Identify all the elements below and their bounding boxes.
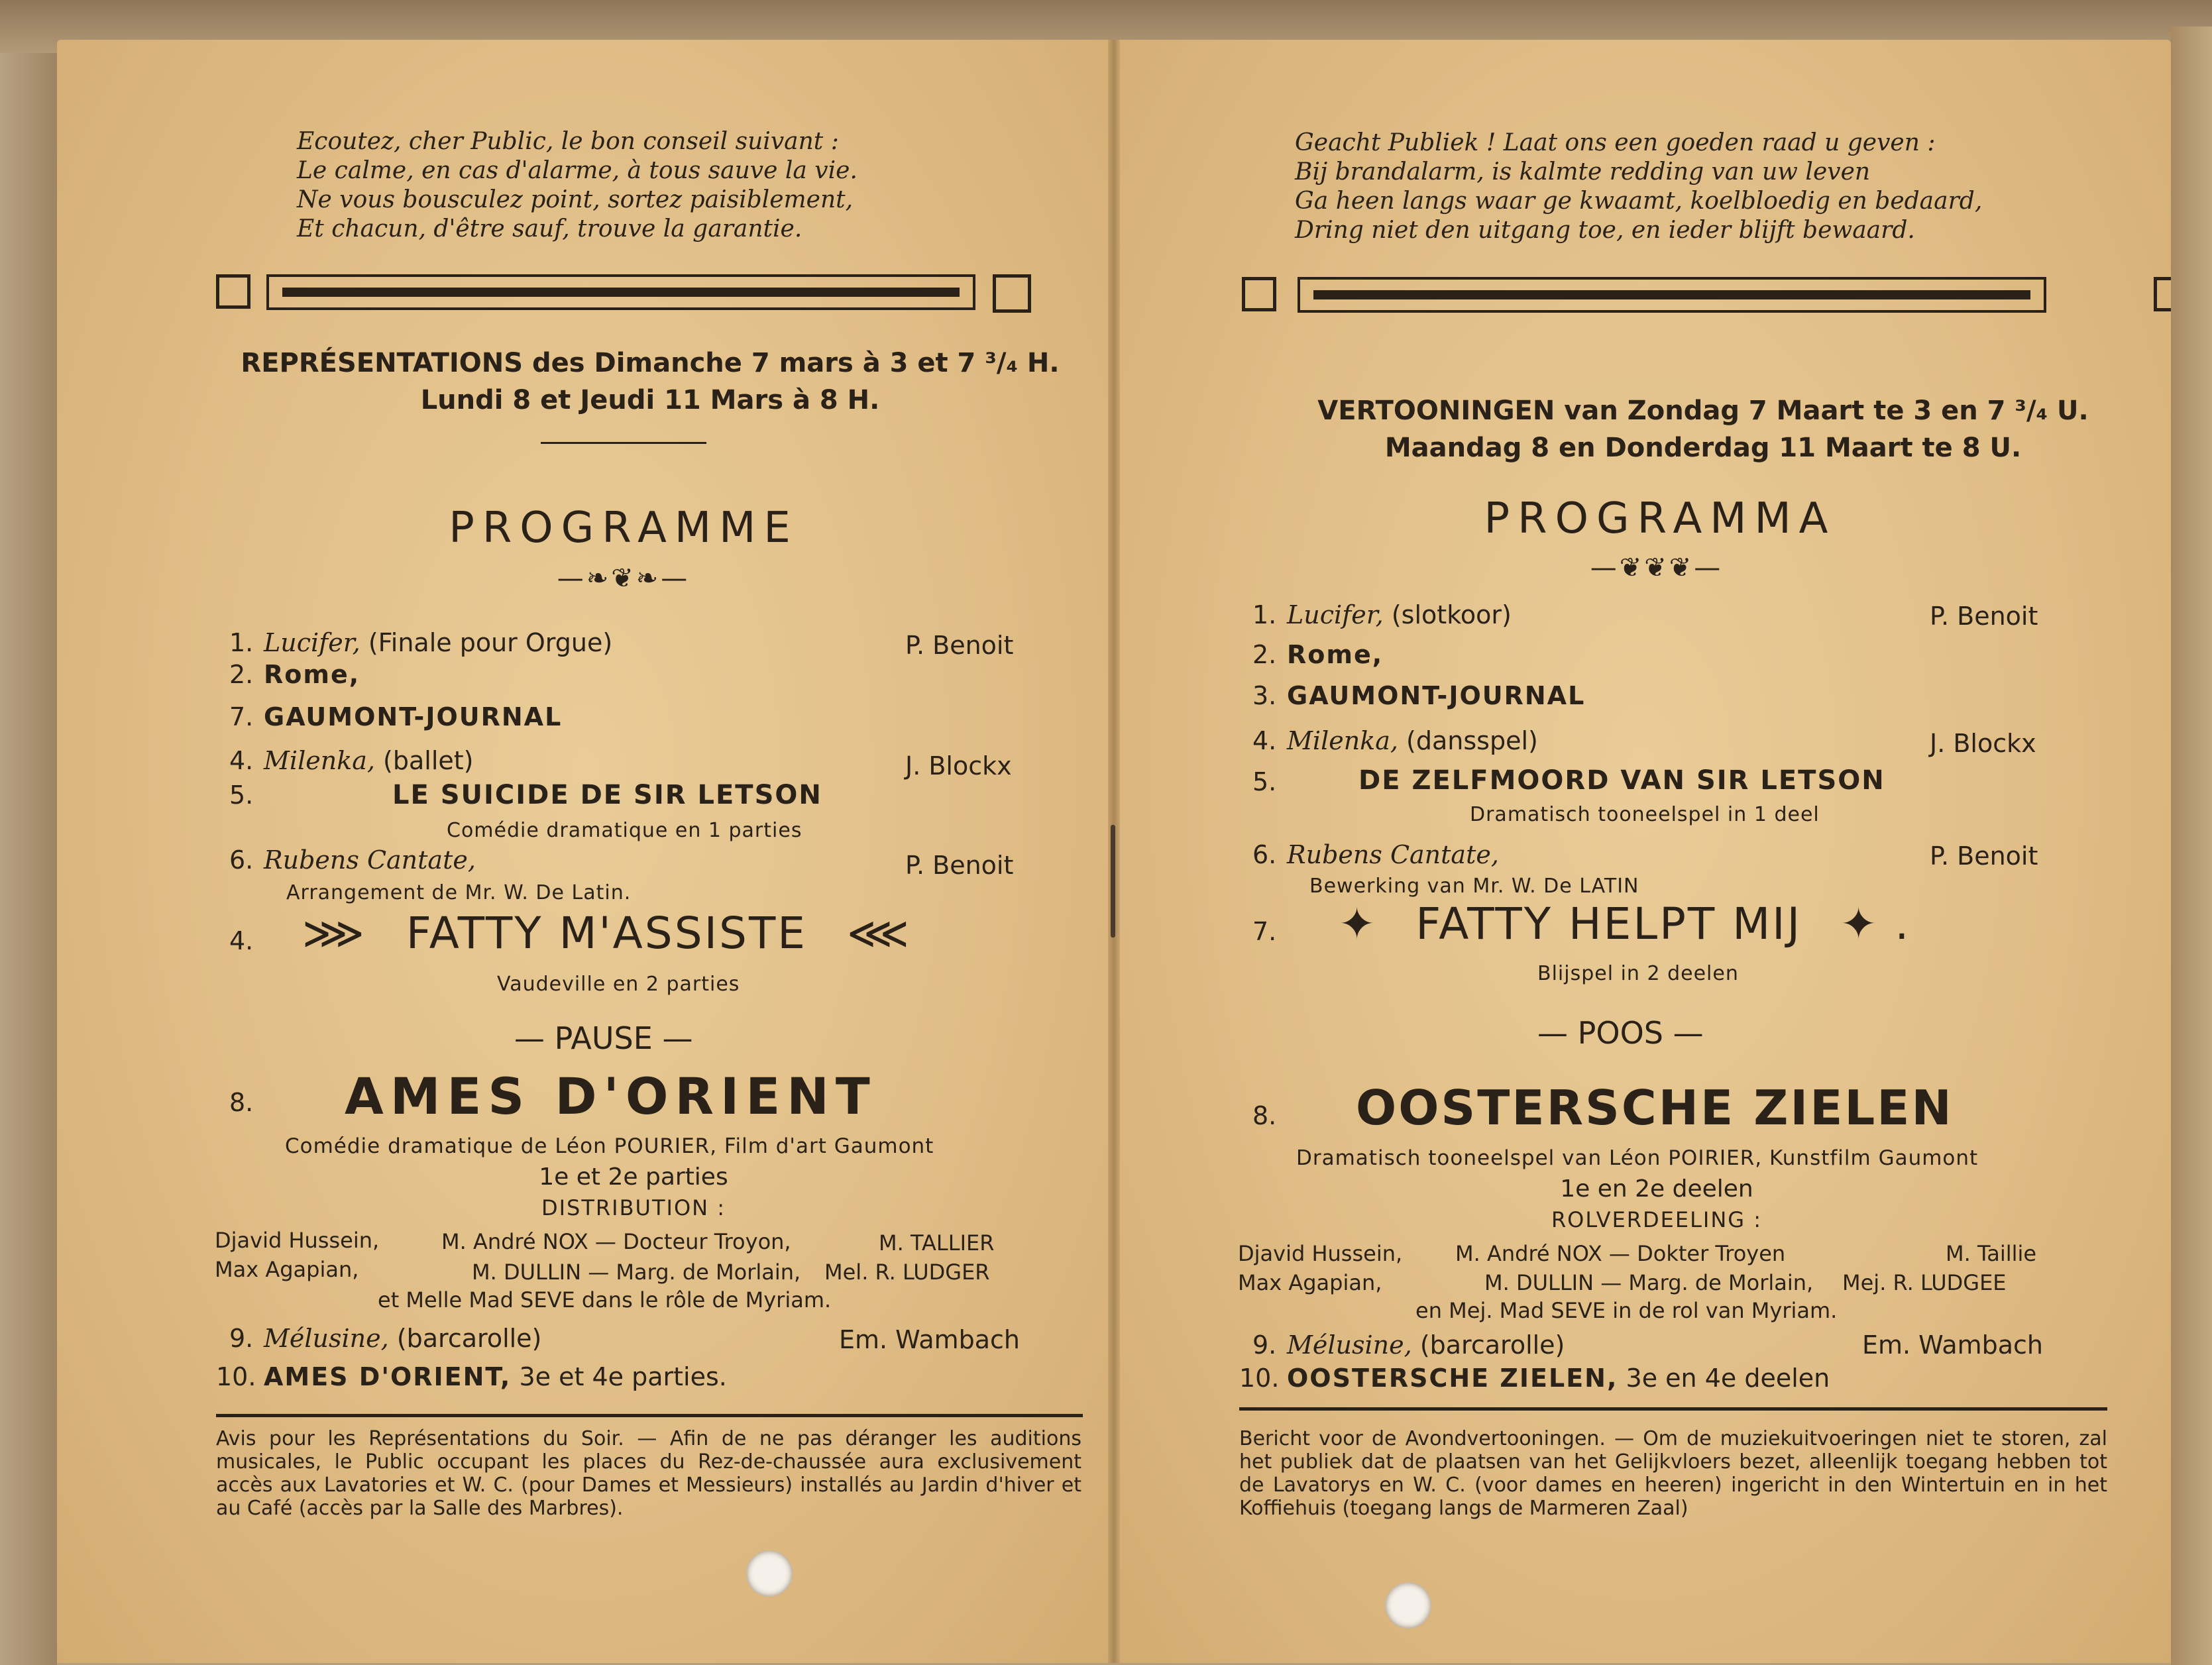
bar-ornament <box>266 274 975 310</box>
cast-last-line: en Mej. Mad SEVE in de rol van Myriam. <box>1415 1298 1838 1323</box>
item-number: 6. <box>1252 840 1277 869</box>
item-number: 5. <box>1252 767 1277 796</box>
main-number: 8. <box>229 1088 254 1117</box>
header-line: REPRÉSENTATIONS des Dimanche 7 mars à 3 et 7 ³/₄ H. <box>241 348 1060 378</box>
item-title: GAUMONT-JOURNAL <box>264 702 563 731</box>
poem-line: Ecoutez, cher Public, le bon conseil suivant : <box>297 128 839 155</box>
main-parts: 1e en 2e deelen <box>1560 1175 1753 1203</box>
item-title: Mélusine, <box>264 1324 389 1353</box>
poem-line: Geacht Publiek ! Laat ons een goeden raad u geven : <box>1295 129 1936 156</box>
item-number: 2. <box>1252 640 1277 669</box>
notice-text: Bericht voor de Avondvertooningen. — Om de muziekuitvoeringen niet te storen, zal het publiek dat de plaatsen van het Gelijkvloers bezet, alleenlijk toegang hebben tot de Lavatorys en W. C. (voor dames en heeren) ingericht in den Wintertuin en in het Koffiehuis (toegang langs de Marmeren Zaal) <box>1239 1427 2107 1520</box>
item-extra: (ballet) <box>383 746 474 775</box>
item-number: 5. <box>229 780 254 810</box>
item-number: 7. <box>229 702 254 731</box>
bar-ornament <box>1298 277 2046 313</box>
header-line: VERTOONINGEN van Zondag 7 Maart te 3 en 7 ³/₄ U. <box>1317 396 2089 426</box>
notice-divider <box>216 1414 1083 1417</box>
item-title: Rubens Cantate, <box>264 845 476 875</box>
item-number: 1. <box>1252 600 1277 629</box>
cast-actor: Mel. R. LUDGER <box>824 1260 990 1285</box>
pause-label: — POOS — <box>1537 1015 1704 1051</box>
poem-line: Et chacun, d'être sauf, trouve la garantie. <box>297 215 802 242</box>
distribution-label: DISTRIBUTION : <box>541 1195 726 1220</box>
program-item-5 <box>229 779 264 811</box>
fatty-title: FATTY M'ASSISTE <box>406 908 807 959</box>
program-title: PROGRAMME <box>449 504 799 553</box>
composer: P. Benoit <box>905 631 1014 660</box>
item-title: AMES D'ORIENT, <box>264 1362 512 1391</box>
program-item-10 <box>1239 1362 1830 1394</box>
booklet-edge <box>2171 27 2212 1665</box>
poem-fr <box>297 127 857 244</box>
right-page <box>1113 40 2171 1663</box>
item-number: 10. <box>216 1362 256 1391</box>
item-extra: 3e et 4e parties. <box>519 1362 727 1391</box>
ornament-right: ⋘ <box>846 908 911 959</box>
item-number: 9. <box>229 1324 254 1353</box>
composer: J. Blockx <box>1930 729 2036 758</box>
item-title: Rome, <box>264 660 360 689</box>
program-item-5 <box>1252 766 1287 798</box>
composer: P. Benoit <box>1930 841 2038 871</box>
item-title: Lucifer, <box>264 628 360 657</box>
main-title: AMES D'ORIENT <box>345 1067 877 1126</box>
cast-role: M. André NOX — Dokter Troyen <box>1455 1241 1786 1266</box>
item-subtitle: Bewerking van Mr. W. De LATIN <box>1309 875 1639 898</box>
header-line: Lundi 8 et Jeudi 11 Mars à 8 H. <box>420 385 880 415</box>
cast-actor: Max Agapian, <box>1238 1270 1382 1295</box>
main-parts: 1e et 2e parties <box>539 1163 728 1191</box>
poem-nl <box>1295 129 1982 245</box>
item-extra: (slotkoor) <box>1391 600 1512 629</box>
program-item-1 <box>1252 599 1512 631</box>
fatty-number: 4. <box>229 926 254 955</box>
item-number: 9. <box>1252 1330 1277 1360</box>
item-title: OOSTERSCHE ZIELEN, <box>1287 1364 1618 1393</box>
notice-text: Avis pour les Représentations du Soir. — Afin de ne pas déranger les auditions musicales, le Public occupant les places du Rez-de-chaussée aura exclusivement accès aux Lavatories et W. C. (pour Dames et Messieurs) installés au Jardin d'hiver et au Café (accès par la Salle des Marbres). <box>216 1427 1081 1520</box>
fatty-number: 7. <box>1252 917 1277 946</box>
item-extra: 3e en 4e deelen <box>1626 1364 1830 1393</box>
fatty-subtitle: Blijspel in 2 deelen <box>1537 962 1739 985</box>
ornament-right: ✦ . <box>1840 898 1911 949</box>
staple <box>1111 825 1115 938</box>
square-ornament <box>1242 277 1276 311</box>
program-item-6 <box>229 844 476 876</box>
item-title: DE ZELFMOORD VAN SIR LETSON <box>1358 765 1885 796</box>
cast-role: M. DULLIN — Marg. de Morlain, <box>1484 1270 1814 1295</box>
item-extra: (barcarolle) <box>1419 1330 1565 1360</box>
program-item-4 <box>1252 725 1538 757</box>
program-item-3 <box>229 701 562 733</box>
item-number: 10. <box>1239 1364 1280 1393</box>
composer: J. Blockx <box>905 751 1012 780</box>
composer: Em. Wambach <box>839 1325 1021 1354</box>
composer: P. Benoit <box>1930 602 2038 631</box>
item-extra: (Finale pour Orgue) <box>368 628 613 657</box>
header-line: Maandag 8 en Donderdag 11 Maart te 8 U. <box>1384 433 2022 463</box>
notice-divider <box>1239 1407 2107 1411</box>
item-title: LE SUICIDE DE SIR LETSON <box>392 780 822 810</box>
cast-role: M. DULLIN — Marg. de Morlain, <box>472 1260 801 1285</box>
poem-line: Dring niet den uitgang toe, en ieder blijft bewaard. <box>1295 217 1915 244</box>
cast-actor: Mej. R. LUDGEE <box>1842 1270 2007 1295</box>
fatty-title-line <box>302 908 911 959</box>
program-item-2 <box>1252 639 1383 671</box>
ornament: —❦❦❦— <box>1590 553 1724 583</box>
item-number: 3. <box>1252 681 1277 710</box>
item-title: Milenka, <box>264 746 375 775</box>
program-item-10 <box>216 1361 727 1393</box>
item-number: 4. <box>229 746 254 775</box>
program-item-1 <box>229 627 612 659</box>
ornament-left: ⋙ <box>302 908 366 959</box>
item-number: 6. <box>229 845 254 875</box>
item-subtitle: Arrangement de Mr. W. De Latin. <box>286 881 632 904</box>
item-subtitle: Comédie dramatique en 1 parties <box>447 819 802 842</box>
punch-hole <box>1385 1582 1431 1629</box>
fatty-title-line <box>1339 898 1910 949</box>
left-page <box>57 40 1113 1663</box>
cast-actor: Max Agapian, <box>215 1257 359 1282</box>
distribution-label: ROLVERDEELING : <box>1551 1207 1763 1232</box>
performance-header <box>1233 392 2171 466</box>
program-title: PROGRAMMA <box>1484 494 1836 543</box>
item-title: Mélusine, <box>1287 1330 1412 1360</box>
item-extra: (dansspel) <box>1406 726 1538 755</box>
composer: P. Benoit <box>905 851 1014 880</box>
poem-line: Bij brandalarm, is kalmte redding van uw leven <box>1295 158 1871 186</box>
pause-label: — PAUSE — <box>514 1020 693 1056</box>
cast-actor: Djavid Hussein, <box>1238 1241 1403 1266</box>
main-number: 8. <box>1252 1101 1277 1130</box>
cast-role: M. André NOX — Docteur Troyon, <box>441 1229 791 1254</box>
main-description: Comédie dramatique de Léon POURIER, Film d'art Gaumont <box>285 1134 934 1158</box>
program-item-9 <box>1252 1329 1565 1361</box>
composer: Em. Wambach <box>1862 1330 2044 1360</box>
fatty-title: FATTY HELPT MIJ <box>1415 898 1802 949</box>
item-number: 1. <box>229 628 254 657</box>
main-description: Dramatisch tooneelspel van Léon POIRIER, Kunstfilm Gaumont <box>1296 1146 1979 1170</box>
ornamental-rule <box>1242 274 2163 317</box>
item-extra: (barcarolle) <box>396 1324 542 1353</box>
item-title: GAUMONT-JOURNAL <box>1287 681 1586 710</box>
booklet-back-edge <box>0 53 57 1665</box>
square-ornament <box>216 274 250 309</box>
poem-line: Ne vous bousculez point, sortez paisiblement, <box>297 186 854 213</box>
punch-hole <box>746 1550 793 1597</box>
main-title: OOSTERSCHE ZIELEN <box>1356 1080 1954 1136</box>
ornamental-rule <box>216 272 1097 314</box>
item-number: 2. <box>229 660 254 689</box>
cast-actor: Djavid Hussein, <box>215 1228 380 1253</box>
cast-actor: M. TALLIER <box>879 1230 995 1256</box>
ornament: —❧❦❧— <box>557 563 691 594</box>
program-item-3 <box>1252 680 1585 712</box>
program-item-2 <box>229 659 360 690</box>
fatty-subtitle: Vaudeville en 2 parties <box>497 973 740 996</box>
cast-actor: M. Taillie <box>1946 1241 2037 1266</box>
divider <box>541 442 706 444</box>
poem-line: Ga heen langs waar ge kwaamt, koelbloedig en bedaard, <box>1295 188 1983 215</box>
item-title: Milenka, <box>1287 726 1398 755</box>
poem-line: Le calme, en cas d'alarme, à tous sauve la vie. <box>297 157 857 184</box>
item-number: 4. <box>1252 726 1277 755</box>
square-ornament <box>2154 277 2171 311</box>
item-title: Rubens Cantate, <box>1287 840 1499 869</box>
cast-last-line: et Melle Mad SEVE dans le rôle de Myriam. <box>378 1287 832 1313</box>
program-item-4 <box>229 745 474 777</box>
ornament-left: ✦ <box>1339 898 1378 949</box>
item-title: Lucifer, <box>1287 600 1384 629</box>
program-item-6 <box>1252 839 1499 871</box>
performance-header <box>203 345 1097 419</box>
program-item-9 <box>229 1322 541 1354</box>
item-title: Rome, <box>1287 640 1384 669</box>
square-ornament <box>993 274 1031 313</box>
item-subtitle: Dramatisch tooneelspel in 1 deel <box>1470 803 1820 826</box>
